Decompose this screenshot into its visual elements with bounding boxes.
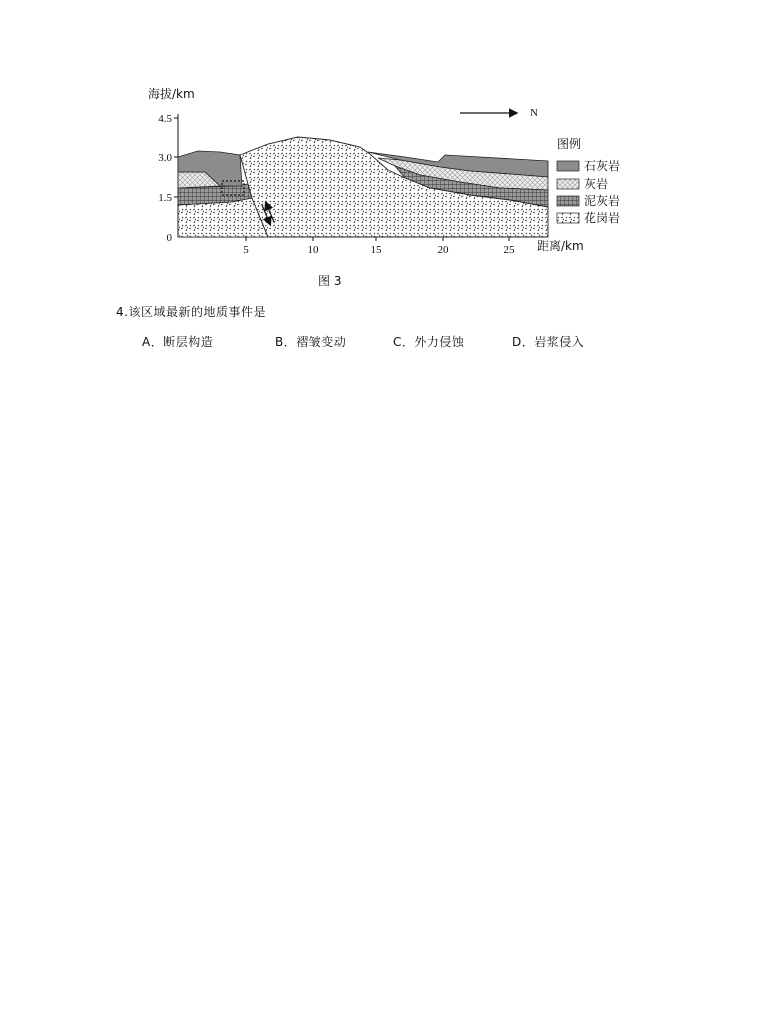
legend-swatch-marl <box>557 196 579 206</box>
x-tick-label: 25 <box>503 244 515 256</box>
figure-caption: 图 3 <box>318 274 342 288</box>
option-b[interactable]: B．褶皱变动 <box>275 335 347 349</box>
legend-label: 石灰岩 <box>584 159 621 173</box>
strata <box>178 137 548 237</box>
option-a[interactable]: A．断层构造 <box>142 335 214 349</box>
legend-label: 花岗岩 <box>584 211 621 225</box>
legend-swatch-limestone <box>557 161 579 171</box>
option-d[interactable]: D．岩浆侵入 <box>512 335 585 349</box>
y-tick-label: 1.5 <box>158 192 172 204</box>
legend <box>557 136 620 225</box>
x-axis-label: 距离/km <box>537 239 584 253</box>
y-ticks <box>158 113 178 244</box>
y-tick-label: 0 <box>166 232 172 244</box>
x-ticks <box>243 237 515 256</box>
x-tick-label: 10 <box>307 244 319 256</box>
legend-swatch-gray-limestone <box>557 179 579 189</box>
legend-label: 灰岩 <box>584 177 609 191</box>
legend-swatch-granite <box>557 213 579 223</box>
x-tick-label: 5 <box>243 244 249 256</box>
geologic-cross-section <box>0 0 775 300</box>
question-stem: 4.该区域最新的地质事件是 <box>116 305 266 319</box>
x-tick-label: 20 <box>437 244 449 256</box>
y-tick-label: 3.0 <box>158 152 172 164</box>
y-tick-label: 4.5 <box>158 113 172 125</box>
legend-title: 图例 <box>557 137 582 151</box>
option-c[interactable]: C．外力侵蚀 <box>393 335 465 349</box>
answer-options <box>142 333 622 351</box>
x-tick-label: 15 <box>370 244 382 256</box>
north-label: N <box>530 107 538 119</box>
y-axis-label: 海拔/km <box>148 87 195 101</box>
legend-label: 泥灰岩 <box>584 194 621 208</box>
